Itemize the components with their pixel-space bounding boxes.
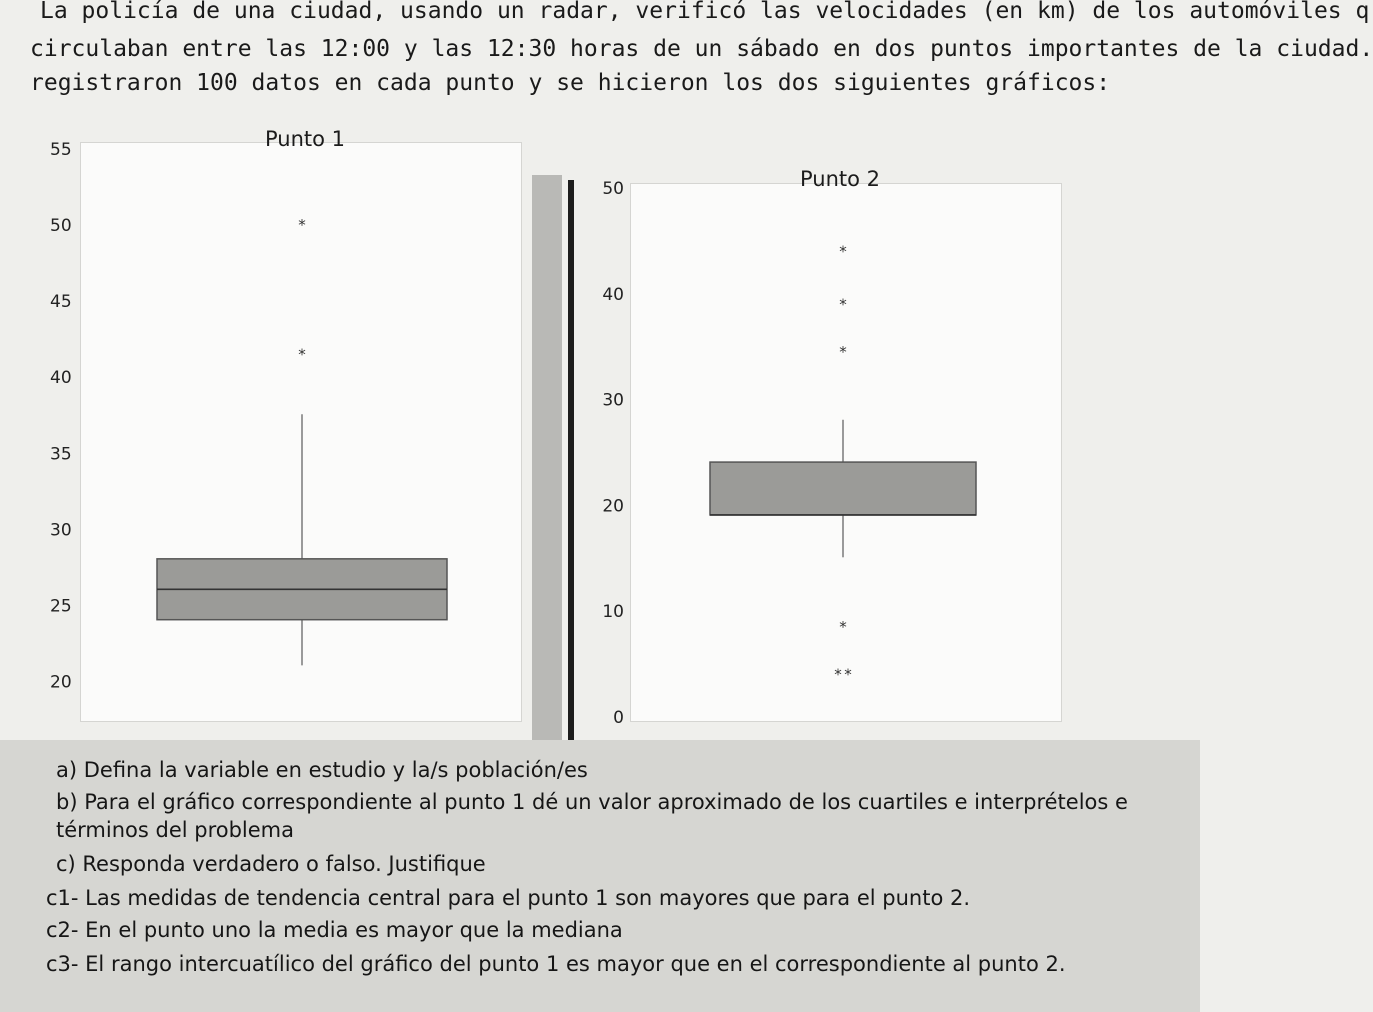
outlier-point: * <box>834 665 842 684</box>
y-tick-label: 0 <box>613 708 624 728</box>
y-tick-label: 10 <box>602 602 624 623</box>
y-tick-label: 45 <box>50 292 72 313</box>
chart-punto-2 <box>602 167 976 728</box>
y-tick-label: 30 <box>602 390 624 411</box>
question-a: a) Defina la variable en estudio y la/s población/es <box>56 758 588 782</box>
question-b-cont: términos del problema <box>56 818 295 842</box>
intro-line-2: circulaban entre las 12:00 y las 12:30 horas de un sábado en dos puntos importantes de la ciudad. <box>30 36 1373 62</box>
outlier-point: * <box>839 242 847 261</box>
outlier-point: * <box>839 295 847 314</box>
question-c2: c2- En el punto uno la media es mayor que la mediana <box>46 918 623 942</box>
chart-title: Punto 1 <box>264 127 346 151</box>
chart-punto-1 <box>50 127 447 693</box>
question-c1: c1- Las medidas de tendencia central para el punto 1 son mayores que para el punto 2. <box>46 886 971 910</box>
y-tick-label: 25 <box>50 596 72 617</box>
outlier-point: * <box>839 618 847 637</box>
y-tick-label: 50 <box>50 216 72 237</box>
y-tick-label: 40 <box>50 368 72 389</box>
question-b: b) Para el gráfico correspondiente al punto 1 dé un valor aproximado de los cuartiles e interprételos e <box>56 790 1128 814</box>
chart-title: Punto 2 <box>799 167 881 191</box>
question-c: c) Responda verdadero o falso. Justifique <box>56 852 486 876</box>
question-c3: c3- El rango intercuatílico del gráfico del punto 1 es mayor que en el correspondiente al punto 2. <box>46 952 1066 976</box>
y-tick-label: 35 <box>50 444 72 465</box>
outlier-point: * <box>839 342 847 361</box>
y-tick-label: 40 <box>602 284 624 305</box>
y-tick-label: 55 <box>50 140 72 160</box>
outlier-point: * <box>844 665 852 684</box>
y-tick-label: 30 <box>50 520 72 541</box>
questions-section <box>0 740 1200 1012</box>
y-tick-label: 20 <box>602 496 624 517</box>
intro-line-3: registraron 100 datos en cada punto y se hicieron los dos siguientes gráficos: <box>30 70 1111 96</box>
outlier-point: * <box>298 345 306 364</box>
y-tick-label: 50 <box>602 179 624 199</box>
outlier-point: * <box>298 216 306 235</box>
intro-line-1: La policía de una ciudad, usando un radar, verificó las velocidades (en km) de los automóviles q <box>40 0 1370 24</box>
iqr-box <box>710 462 976 515</box>
y-tick-label: 20 <box>50 672 72 693</box>
